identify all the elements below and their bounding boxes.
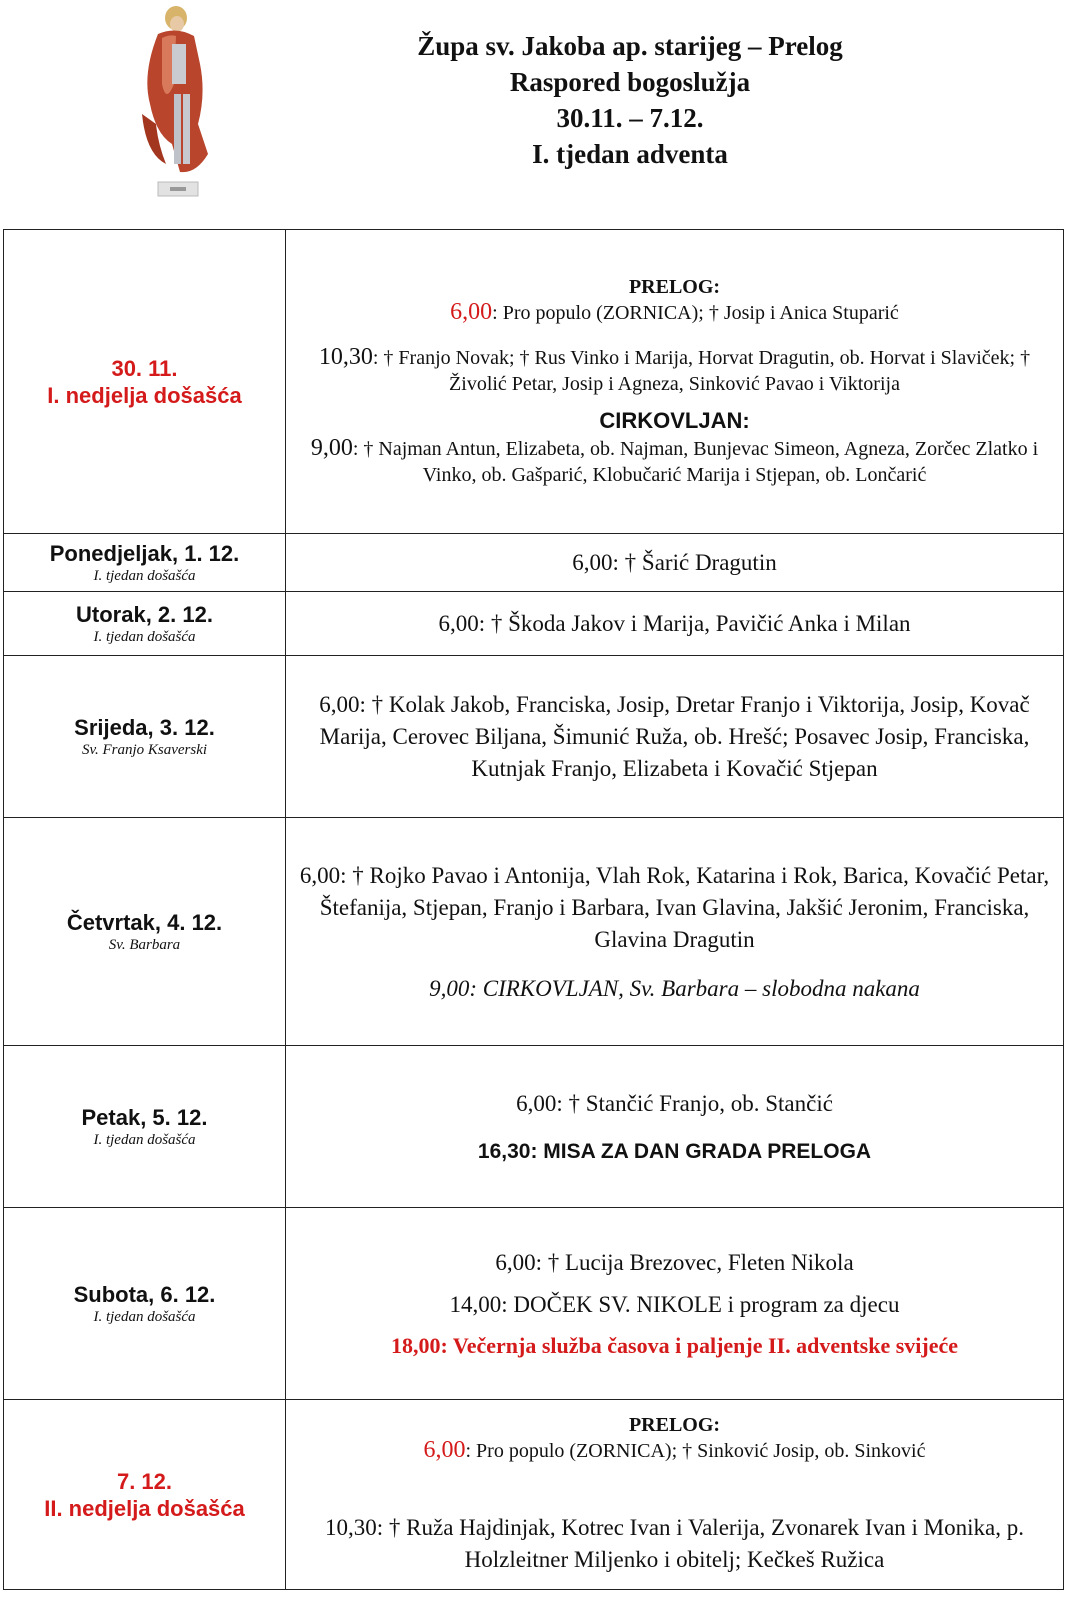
- mass-intention: : Pro populo (ZORNICA); † Sinković Josip, ob. Sinković: [465, 1440, 926, 1462]
- location-header: CIRKOVLJAN:: [599, 408, 750, 433]
- event-line: 14,00: DOČEK SV. NIKOLE i program za djecu: [449, 1291, 900, 1317]
- day-cell: [4, 1046, 286, 1208]
- week-title: I. tjedan adventa: [532, 139, 728, 169]
- day-subtitle: I. nedjelja došašća: [47, 382, 242, 408]
- day-name: Ponedjeljak, 1. 12.: [49, 541, 240, 566]
- table-row: [4, 230, 1064, 534]
- location-header: PRELOG:: [628, 276, 721, 298]
- day-name: 30. 11.: [111, 355, 178, 381]
- day-name: Srijeda, 3. 12.: [74, 715, 215, 740]
- saint-statue-icon: [136, 4, 216, 202]
- mass-intention: : Pro populo (ZORNICA); † Josip i Anica Stuparić: [492, 302, 899, 324]
- day-cell: [4, 592, 286, 656]
- mass-intention: 9,00: CIRKOVLJAN, Sv. Barbara – slobodna nakana: [429, 975, 920, 1001]
- day-cell: [4, 656, 286, 818]
- day-subtitle: II. nedjelja došašća: [44, 1495, 245, 1521]
- mass-cell: [286, 1046, 1064, 1208]
- day-cell: [4, 230, 286, 534]
- day-cell: [4, 1400, 286, 1590]
- table-row: [4, 1400, 1064, 1590]
- event-highlight: 16,30: MISA ZA DAN GRADA PRELOGA: [477, 1139, 872, 1163]
- mass-cell: [286, 534, 1064, 592]
- mass-cell: [286, 656, 1064, 818]
- mass-time: 6,00: [450, 299, 493, 325]
- mass-cell: [286, 592, 1064, 656]
- table-row: [4, 534, 1064, 592]
- mass-cell: [286, 1208, 1064, 1400]
- mass-intention: : † Franjo Novak; † Rus Vinko i Marija, Horvat Dragutin, ob. Horvat i Slaviček; † Živolić Petar, Josip i Agneza, Sinković Pavao i Viktorija: [372, 347, 1031, 395]
- day-subtitle: Sv. Barbara: [108, 937, 181, 953]
- mass-cell: [286, 1400, 1064, 1590]
- date-range: 30.11. – 7.12.: [556, 103, 704, 133]
- mass-cell: [286, 818, 1064, 1046]
- mass-time: 9,00: [310, 435, 353, 461]
- mass-time: 6,00: [423, 1437, 466, 1463]
- table-row: [4, 592, 1064, 656]
- parish-title: Župa sv. Jakoba ap. starijeg – Prelog: [417, 31, 843, 61]
- table-row: [4, 818, 1064, 1046]
- table-row: [4, 656, 1064, 818]
- location-header: PRELOG:: [628, 1414, 721, 1436]
- day-name: 7. 12.: [116, 1468, 173, 1494]
- day-subtitle: I. tjedan došašća: [93, 1132, 196, 1148]
- day-name: Četvrtak, 4. 12.: [66, 910, 223, 935]
- schedule-title: Raspored bogoslužja: [509, 67, 751, 97]
- mass-intention: 6,00: † Škoda Jakov i Marija, Pavičić Anka i Milan: [438, 610, 911, 636]
- mass-intention: 6,00: † Šarić Dragutin: [572, 549, 777, 575]
- day-name: Subota, 6. 12.: [73, 1282, 216, 1307]
- day-subtitle: I. tjedan došašća: [93, 1309, 196, 1325]
- table-row: [4, 1046, 1064, 1208]
- day-cell: [4, 1208, 286, 1400]
- event-highlight: 18,00: Večernja služba časova i paljenje II. adventske svijeće: [390, 1332, 959, 1358]
- day-subtitle: I. tjedan došašća: [93, 568, 196, 584]
- mass-intention: 6,00: † Lucija Brezovec, Fleten Nikola: [495, 1249, 854, 1275]
- mass-intention: 6,00: † Stančić Franjo, ob. Stančić: [516, 1090, 833, 1116]
- mass-time: 10,30: [318, 344, 373, 370]
- schedule-table: [3, 229, 1064, 1590]
- mass-intention: 6,00: † Kolak Jakob, Franciska, Josip, Dretar Franjo i Viktorija, Josip, Kovač Marija, Cerovec Biljana, Šimunić Ruža, ob. Hrešć; Posavec Josip, Franciska, Kutnjak Franjo, Elizabeta i Kovačić Stjepan: [319, 691, 1030, 781]
- day-name: Utorak, 2. 12.: [76, 602, 213, 627]
- page-header: [0, 0, 1068, 210]
- mass-intention: 6,00: † Rojko Pavao i Antonija, Vlah Rok, Katarina i Rok, Barica, Kovačić Petar, Štefanija, Stjepan, Franjo i Barbara, Ivan Glavina, Jakšić Jeronim, Franciska, Glavina Dragutin: [299, 862, 1050, 952]
- mass-intention: : † Najman Antun, Elizabeta, ob. Najman, Bunjevac Simeon, Agneza, Zorčec Zlatko i Vinko, ob. Gašparić, Klobučarić Marija i Stjepan, ob. Lončarić: [352, 438, 1039, 486]
- day-subtitle: Sv. Franjo Ksaverski: [81, 742, 208, 758]
- mass-cell: [286, 230, 1064, 534]
- day-cell: [4, 818, 286, 1046]
- document-title: [270, 28, 990, 172]
- mass-intention: 10,30: † Ruža Hajdinjak, Kotrec Ivan i Valerija, Zvonarek Ivan i Monika, p. Holzleitner Miljenko i obitelj; Kečkeš Ružica: [325, 1515, 1024, 1572]
- day-cell: [4, 534, 286, 592]
- day-name: Petak, 5. 12.: [81, 1105, 208, 1130]
- table-row: [4, 1208, 1064, 1400]
- day-subtitle: I. tjedan došašća: [93, 629, 196, 645]
